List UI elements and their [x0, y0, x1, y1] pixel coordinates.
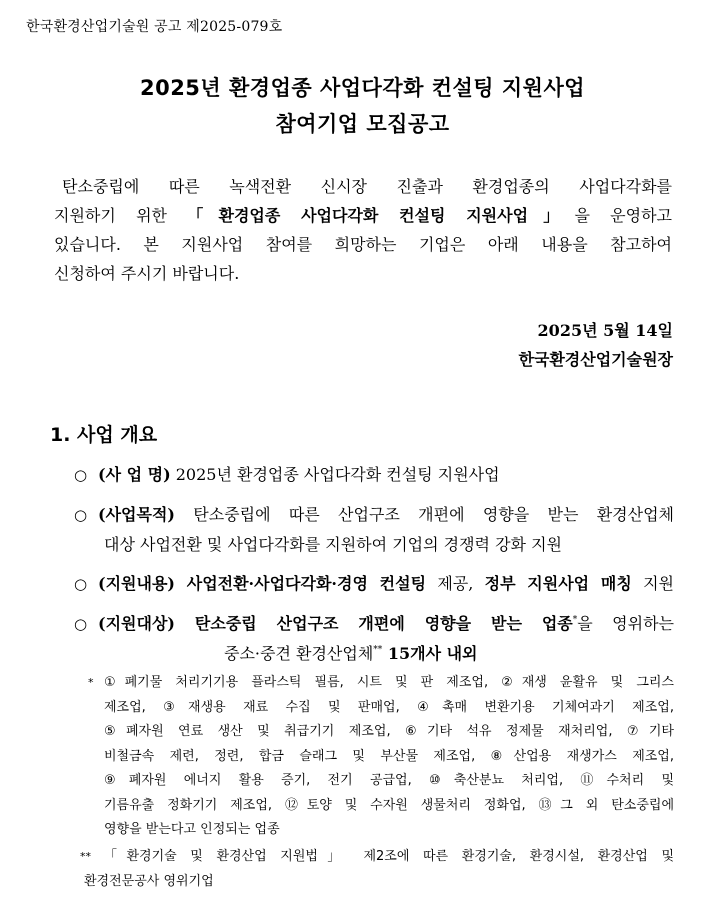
- overview-item-name: [74, 460, 674, 490]
- item-text: 2025년 환경업종 사업다각화 컨설팅 지원사업: [170, 465, 500, 484]
- bullet-icon: ○: [74, 466, 88, 484]
- issuing-organization: 한국환경산업기술원장: [518, 350, 673, 369]
- item-text: 을 영위하는: [577, 614, 674, 633]
- item-text: 탄소중립에 따른 산업구조 개편에 영향을 받는 환경산업체: [174, 505, 674, 524]
- bullet-icon: ○: [74, 615, 88, 633]
- intro-line: [54, 201, 672, 230]
- item-label: (사업목적): [98, 505, 175, 524]
- overview-item-support: [74, 569, 674, 599]
- footnote-industries: [88, 671, 674, 843]
- footnote-law: [80, 845, 674, 894]
- intro-line: 신청하여 주시기 바랍니다.: [54, 264, 240, 283]
- footnote-mark: *: [572, 615, 578, 625]
- intro-text: 지원하기 위한: [54, 206, 188, 225]
- item-label: (지원내용): [98, 574, 175, 593]
- page-title-line2: 참여기업 모집공고: [275, 112, 450, 136]
- item-text: 대상 사업전환 및 사업다각화를 지원하여 기업의 경쟁력 강화 지원: [104, 535, 563, 554]
- overview-item-target: [74, 609, 674, 669]
- intro-text: 을 운영하고: [574, 206, 672, 225]
- footnote-line: 「환경기술 및 환경산업 지원법」 제2조에 따른 환경기술, 환경시설, 환경산업 및: [104, 849, 674, 864]
- footnote-line: ⑤폐자원 연료 생산 및 취급기기 제조업, ⑥기타 석유 정제물 재처리업, ⑦기타: [104, 724, 674, 739]
- program-name: 「환경업종 사업다각화 컨설팅 지원사업」: [187, 206, 575, 225]
- overview-item-purpose: [74, 500, 674, 560]
- intro-line: 탄소중립에 따른 녹색전환 신시장 진출과 환경업종의 사업다각화를: [62, 177, 672, 196]
- bullet-icon: ○: [74, 506, 88, 524]
- footnote-line: ①폐기물 처리기기용 플라스틱 필름, 시트 및 판 제조업, ②재생 윤활유 및 그리스: [104, 675, 674, 690]
- item-text-bold: 정부 지원사업 매칭: [484, 574, 632, 593]
- bullet-icon: ○: [74, 575, 88, 593]
- intro-paragraph: [54, 172, 672, 288]
- footnote-line: 기름유출 정화기기 제조업, ⑫토양 및 수자원 생물처리 정화업, ⑬그 외 탄소중립에: [104, 797, 674, 813]
- footnote-line: 비철금속 제련, 정련, 합금 슬래그 및 부산물 제조업, ⑧산업용 재생가스 제조업,: [104, 748, 674, 764]
- section-heading: 1. 사업 개요: [50, 424, 158, 446]
- footnote-line: ⑨폐자원 에너지 활용 증기, 전기 공급업, ⑩축산분뇨 처리업, ⑪수처리 및: [104, 773, 674, 788]
- footnote-mark: *: [88, 676, 94, 689]
- item-text-bold: 탄소중립 산업구조 개편에 영향을 받는 업종: [174, 614, 573, 633]
- announcement-date: 2025년 5월 14일: [537, 321, 673, 340]
- footnote-line: 영향을 받는다고 인정되는 업종: [104, 822, 280, 837]
- item-label: (지원대상): [98, 614, 175, 633]
- item-text: 제공,: [426, 574, 485, 593]
- item-text-bold: 사업전환·사업다각화·경영 컨설팅: [174, 574, 427, 593]
- footnote-line: 환경전문공사 영위기업: [84, 873, 214, 889]
- intro-line: 있습니다. 본 지원사업 참여를 희망하는 기업은 아래 내용을 참고하여: [54, 235, 672, 254]
- page-title-line1: 2025년 환경업종 사업다각화 컨설팅 지원사업: [139, 76, 586, 100]
- item-label: (사 업 명): [98, 465, 171, 484]
- footnote-mark: **: [80, 850, 91, 863]
- notice-number: 한국환경산업기술원 공고 제2025-079호: [26, 19, 283, 35]
- item-text-bold: 15개사 내외: [382, 644, 478, 663]
- footnote-line: 제조업, ③재생용 재료 수집 및 판매업, ④촉매 변환기용 기체여과기 제조업,: [104, 699, 674, 715]
- item-text: 지원: [631, 574, 675, 593]
- item-text: 중소·중견 환경산업체: [224, 644, 374, 663]
- footnote-mark: **: [373, 645, 383, 655]
